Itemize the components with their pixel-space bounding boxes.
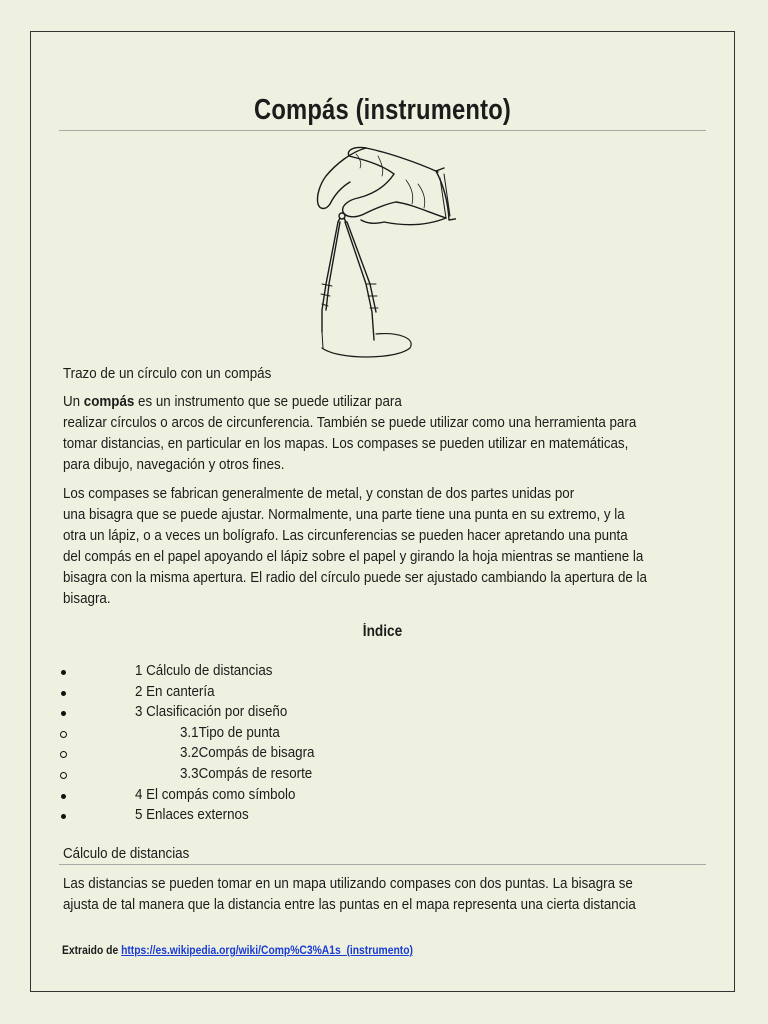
section-heading: Cálculo de distancias xyxy=(63,845,190,862)
index-heading: Índice xyxy=(362,623,403,640)
toc-link[interactable]: 3.2Compás de bisagra xyxy=(180,744,315,762)
toc-link[interactable]: 3 Clasificación por diseño xyxy=(135,703,288,721)
intro-line-2: realizar círculos o arcos de circunferencia. También se puede utilizar como una herramienta para xyxy=(63,414,637,431)
construction-paragraph xyxy=(63,483,710,609)
toc-link[interactable]: 4 El compás como símbolo xyxy=(135,785,296,803)
hand-holding-compass-drawing-circle-icon xyxy=(286,134,456,360)
source-prefix: Extraido de xyxy=(62,943,122,957)
toc-link[interactable]: 5 Enlaces externos xyxy=(135,806,249,824)
toc-link[interactable]: 1 Cálculo de distancias xyxy=(135,662,273,679)
intro-line-4: para dibujo, navegación y otros fines. xyxy=(63,456,285,473)
intro-line-1: es un instrumento que se puede utilizar para xyxy=(134,393,402,410)
page-title: Compás (instrumento) xyxy=(254,94,511,126)
toc-link[interactable]: 3.1Tipo de punta xyxy=(180,723,280,741)
toc-subitem[interactable] xyxy=(59,743,559,764)
section-underline xyxy=(59,864,706,865)
source-attribution xyxy=(62,943,413,957)
construction-line: otra un lápiz, o a veces un bolígrafo. Las circunferencias se pueden hacer apretando una punta xyxy=(63,527,628,544)
toc-item[interactable] xyxy=(59,702,559,723)
section-paragraph xyxy=(63,873,710,915)
toc-item[interactable] xyxy=(59,805,559,826)
toc-link[interactable]: 3.3Compás de resorte xyxy=(180,764,313,782)
construction-line: bisagra con la misma apertura. El radio del círculo puede ser ajustado cambiando la apertura de la xyxy=(63,569,647,586)
source-link[interactable]: https://es.wikipedia.org/wiki/Comp%C3%A1s_(instrumento) xyxy=(121,943,413,957)
construction-line: una bisagra que se puede ajustar. Normalmente, una parte tiene una punta en su extremo, y la xyxy=(63,506,625,523)
document-page xyxy=(30,31,735,992)
toc-item[interactable] xyxy=(59,682,559,703)
toc-item[interactable] xyxy=(59,785,559,806)
section-line: Las distancias se pueden tomar en un mapa utilizando compases con dos puntas. La bisagra se xyxy=(63,875,633,892)
section-line: ajusta de tal manera que la distancia entre las puntas en el mapa representa una cierta distancia xyxy=(63,896,636,913)
title-underline xyxy=(59,130,706,131)
toc-subitem[interactable] xyxy=(59,723,559,744)
construction-line: Los compases se fabrican generalmente de metal, y constan de dos partes unidas por xyxy=(63,485,575,502)
intro-bold-term: compás xyxy=(83,393,135,410)
intro-line-3: tomar distancias, en particular en los mapas. Los compases se pueden utilizar en matemáticas, xyxy=(63,435,629,452)
toc-subitem[interactable] xyxy=(59,764,559,785)
toc-link[interactable]: 2 En cantería xyxy=(135,682,215,700)
intro-paragraph xyxy=(63,391,710,475)
toc-item[interactable] xyxy=(59,661,559,682)
figure-caption: Trazo de un círculo con un compás xyxy=(63,365,272,382)
construction-line: del compás en el papel apoyando el lápiz sobre el papel y girando la hoja mientras se mantiene la xyxy=(63,548,644,565)
intro-prefix: Un xyxy=(63,393,84,410)
table-of-contents xyxy=(59,661,559,826)
construction-line: bisagra. xyxy=(63,590,111,607)
